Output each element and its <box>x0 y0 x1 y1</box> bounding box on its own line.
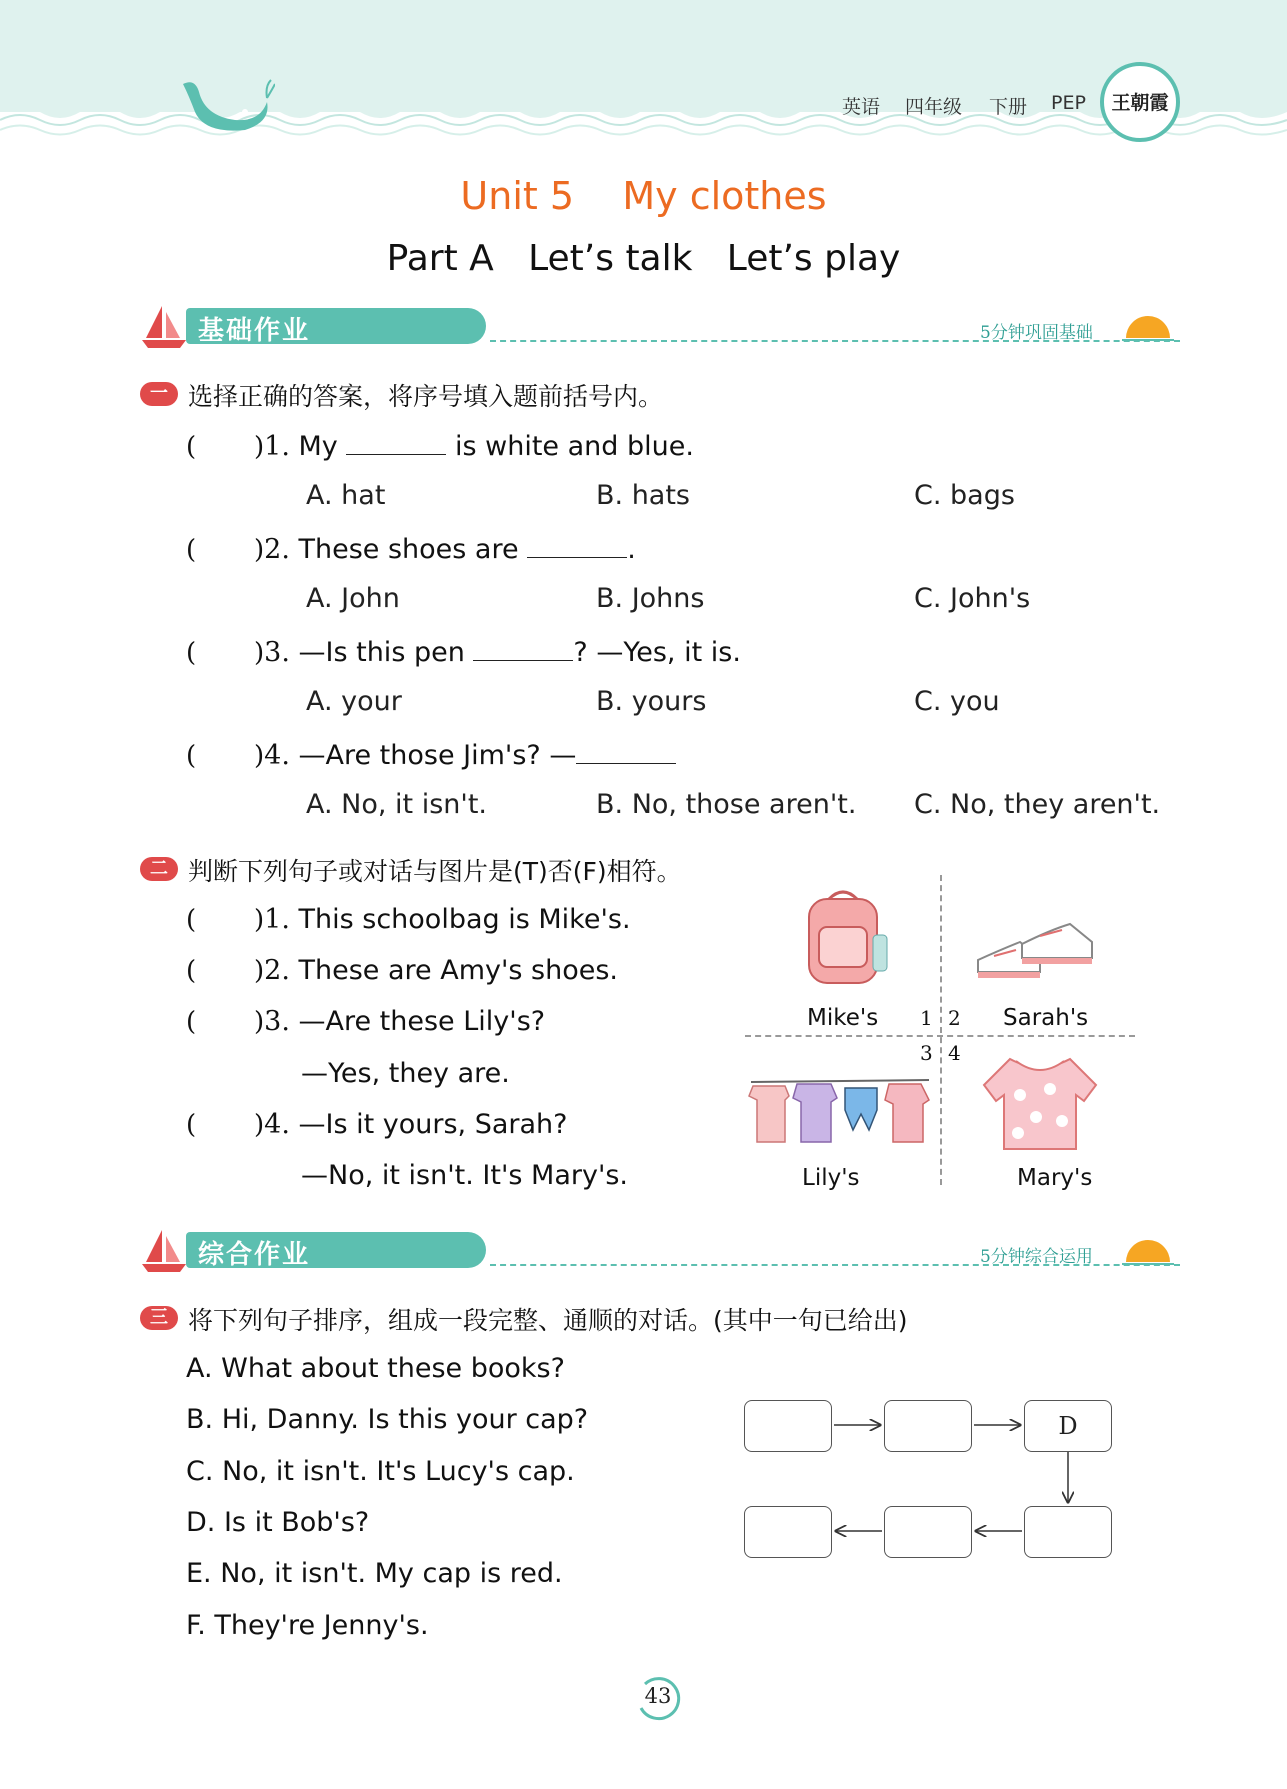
answer-box-5[interactable] <box>884 1506 972 1558</box>
picture-3-label: Lily's <box>802 1165 860 1191</box>
q2-item-3-reply: —Yes, they are. <box>301 1058 510 1089</box>
q3-instruction: 将下列句子排序，组成一段完整、通顺的对话。(其中一句已给出) <box>188 1306 908 1335</box>
q1-item-1: ( )1. My is white and blue. <box>186 428 694 462</box>
sailboat-icon <box>140 304 188 350</box>
answer-blank[interactable] <box>527 531 627 558</box>
q1-1-option-a: A. hat <box>306 480 386 511</box>
sailboat-icon <box>140 1228 188 1274</box>
q1-3-option-c: C. you <box>914 686 1000 717</box>
picture-1-number: 1 <box>920 1006 933 1030</box>
header-edition: PEP <box>1051 92 1086 114</box>
q1-item-4: ( )4. —Are those Jim's? — <box>186 737 676 771</box>
picture-4-label: Mary's <box>1017 1165 1093 1191</box>
q3-sentence-d: D. Is it Bob's? <box>186 1507 370 1538</box>
q1-3-option-b: B. yours <box>596 686 707 717</box>
q3-sentence-b: B. Hi, Danny. Is this your cap? <box>186 1404 589 1435</box>
unit-title: Unit 5 My clothes <box>460 174 827 218</box>
q2-item-4: ( )4. —Is it yours, Sarah? <box>186 1109 568 1140</box>
q3-answer-flow <box>744 1398 1114 1563</box>
section-comprehensive-header <box>140 1228 1180 1274</box>
whale-icon <box>175 76 275 134</box>
q3-sentence-a: A. What about these books? <box>186 1353 565 1384</box>
answer-blank[interactable] <box>576 737 676 764</box>
picture-1-label: Mike's <box>807 1005 879 1031</box>
sunset-icon <box>1120 1228 1176 1268</box>
page-header <box>0 0 1287 150</box>
clothes-line-picture <box>745 1070 935 1160</box>
q1-4-option-c: C. No, they aren't. <box>914 789 1161 820</box>
section-basic-label: 基础作业 <box>198 316 311 346</box>
schoolbag-picture <box>795 885 895 995</box>
answer-box-4[interactable] <box>1024 1506 1112 1558</box>
q1-1-option-b: B. hats <box>596 480 690 511</box>
q1-4-option-b: B. No, those aren't. <box>596 789 857 820</box>
section-basic-header <box>140 304 1180 350</box>
answer-box-2[interactable] <box>884 1400 972 1452</box>
picture-4-number: 4 <box>948 1041 961 1065</box>
q1-instruction: 选择正确的答案，将序号填入题前括号内。 <box>188 382 664 411</box>
q3-sentence-e: E. No, it isn't. My cap is red. <box>186 1558 563 1589</box>
q1-item-3: ( )3. —Is this pen ? —Yes, it is. <box>186 634 741 668</box>
answer-box-6[interactable] <box>744 1506 832 1558</box>
q1-1-option-c: C. bags <box>914 480 1015 511</box>
q1-4-option-a: A. No, it isn't. <box>306 789 487 820</box>
q1-badge: 一 <box>140 382 178 406</box>
header-subject: 英语 <box>842 96 881 118</box>
section-basic-subtitle: 5分钟巩固基础 <box>980 323 1093 343</box>
q1-2-option-c: C. John's <box>914 583 1031 614</box>
q1-2-option-a: A. John <box>306 583 400 614</box>
q2-item-1: ( )1. This schoolbag is Mike's. <box>186 904 631 935</box>
q2-item-2: ( )2. These are Amy's shoes. <box>186 955 619 986</box>
page-number: 43 <box>644 1684 672 1708</box>
q2-item-4-reply: —No, it isn't. It's Mary's. <box>301 1160 629 1191</box>
brand-logo <box>1100 62 1180 142</box>
page-number-badge <box>633 1672 683 1722</box>
q1-2-option-b: B. Johns <box>596 583 705 614</box>
q2-picture-grid <box>745 875 1135 1191</box>
q1-item-2: ( )2. These shoes are . <box>186 531 636 565</box>
q1-3-option-a: A. your <box>306 686 402 717</box>
answer-blank[interactable] <box>346 428 446 455</box>
answer-box-3-given: D <box>1024 1400 1112 1452</box>
picture-2-number: 2 <box>948 1006 961 1030</box>
brand-logo-text: 王朝霞 <box>1111 92 1169 114</box>
section-comprehensive-subtitle: 5分钟综合运用 <box>980 1247 1093 1267</box>
picture-2-label: Sarah's <box>1003 1005 1089 1031</box>
q3-sentence-c: C. No, it isn't. It's Lucy's cap. <box>186 1456 575 1487</box>
q3-badge: 三 <box>140 1306 178 1330</box>
section-comprehensive-label: 综合作业 <box>198 1240 311 1270</box>
q2-instruction: 判断下列句子或对话与图片是(T)否(F)相符。 <box>188 857 682 886</box>
answer-box-1[interactable] <box>744 1400 832 1452</box>
answer-blank[interactable] <box>473 634 573 661</box>
shoes-picture <box>970 920 1100 1000</box>
sweater-picture <box>980 1045 1100 1155</box>
part-title: Part A Let’s talk Let’s play <box>386 238 901 279</box>
header-grade: 四年级 <box>905 96 963 118</box>
q2-item-3: ( )3. —Are these Lily's? <box>186 1006 546 1037</box>
header-volume: 下册 <box>989 96 1028 118</box>
q2-badge: 二 <box>140 857 178 881</box>
q3-sentence-f: F. They're Jenny's. <box>186 1610 429 1641</box>
picture-3-number: 3 <box>920 1041 933 1065</box>
sunset-icon <box>1120 304 1176 344</box>
